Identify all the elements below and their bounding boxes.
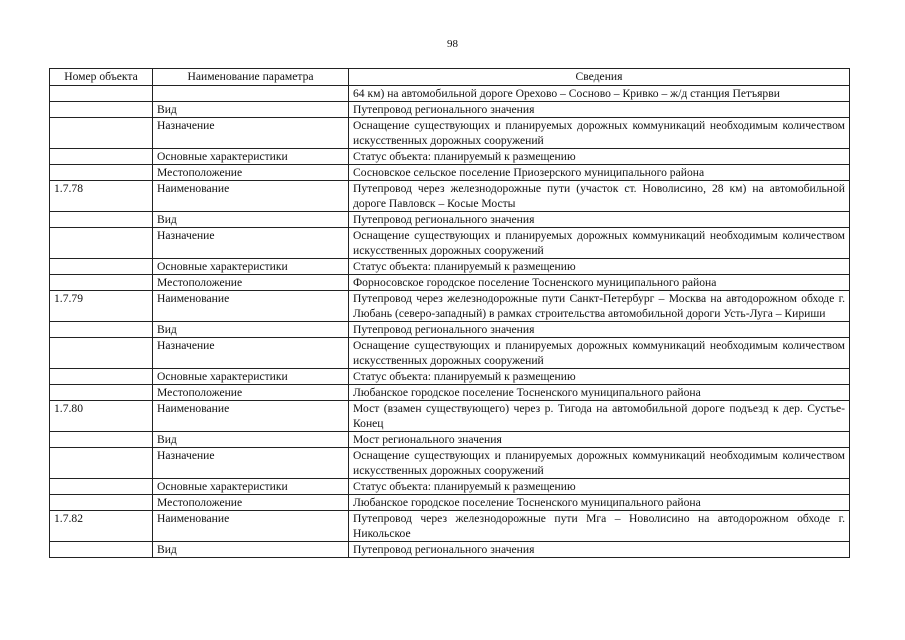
parameter-name-cell: Наименование xyxy=(153,511,349,542)
table-row xyxy=(50,369,850,385)
table-row xyxy=(50,479,850,495)
details-cell: Путепровод через железнодорожные пути Мга – Новолисино на автодорожном обходе г. Никольское xyxy=(349,511,850,542)
table-row xyxy=(50,259,850,275)
parameter-name-cell: Вид xyxy=(153,102,349,118)
table-row xyxy=(50,511,850,542)
details-cell: Любанское городское поселение Тосненского муниципального района xyxy=(349,385,850,401)
object-number-cell xyxy=(50,118,153,149)
object-number-cell xyxy=(50,102,153,118)
object-registry-table xyxy=(49,68,850,558)
table-row xyxy=(50,212,850,228)
parameter-name-cell: Наименование xyxy=(153,181,349,212)
table-row xyxy=(50,102,850,118)
details-cell: Оснащение существующих и планируемых дорожных коммуникаций необходимым количеством искусственных дорожных сооружений xyxy=(349,118,850,149)
parameter-name-cell: Основные характеристики xyxy=(153,259,349,275)
header-object-number: Номер объекта xyxy=(50,69,153,86)
parameter-name-cell: Местоположение xyxy=(153,275,349,291)
parameter-name-cell: Основные характеристики xyxy=(153,479,349,495)
parameter-name-cell: Вид xyxy=(153,432,349,448)
object-number-cell xyxy=(50,495,153,511)
object-number-cell xyxy=(50,259,153,275)
object-number-cell xyxy=(50,369,153,385)
table-row xyxy=(50,181,850,212)
details-cell: Путепровод регионального значения xyxy=(349,212,850,228)
parameter-name-cell: Местоположение xyxy=(153,165,349,181)
object-number-cell xyxy=(50,275,153,291)
table-row xyxy=(50,165,850,181)
object-number-cell xyxy=(50,165,153,181)
table-row xyxy=(50,432,850,448)
table-row xyxy=(50,448,850,479)
table-row xyxy=(50,338,850,369)
details-cell: Оснащение существующих и планируемых дорожных коммуникаций необходимым количеством искусственных дорожных сооружений xyxy=(349,448,850,479)
table-row xyxy=(50,495,850,511)
header-details: Сведения xyxy=(349,69,850,86)
details-cell: Путепровод регионального значения xyxy=(349,322,850,338)
table-row xyxy=(50,322,850,338)
parameter-name-cell: Назначение xyxy=(153,228,349,259)
header-parameter-name: Наименование параметра xyxy=(153,69,349,86)
table-row xyxy=(50,385,850,401)
object-number-cell xyxy=(50,448,153,479)
parameter-name-cell: Назначение xyxy=(153,448,349,479)
details-cell: 64 км) на автомобильной дороге Орехово – Сосново – Кривко – ж/д станция Петъярви xyxy=(349,86,850,102)
object-number-cell xyxy=(50,322,153,338)
details-cell: Оснащение существующих и планируемых дорожных коммуникаций необходимым количеством искусственных дорожных сооружений xyxy=(349,228,850,259)
details-cell: Форносовское городское поселение Тосненского муниципального района xyxy=(349,275,850,291)
table-row xyxy=(50,291,850,322)
object-number-cell xyxy=(50,385,153,401)
details-cell: Статус объекта: планируемый к размещению xyxy=(349,259,850,275)
parameter-name-cell xyxy=(153,86,349,102)
table-row xyxy=(50,401,850,432)
table-row xyxy=(50,228,850,259)
details-cell: Мост (взамен существующего) через р. Тигода на автомобильной дороге подъезд к дер. Сустье-Конец xyxy=(349,401,850,432)
table-row xyxy=(50,118,850,149)
parameter-name-cell: Местоположение xyxy=(153,495,349,511)
parameter-name-cell: Вид xyxy=(153,212,349,228)
object-number-cell: 1.7.78 xyxy=(50,181,153,212)
table-row xyxy=(50,542,850,558)
table-row xyxy=(50,86,850,102)
object-number-cell xyxy=(50,542,153,558)
parameter-name-cell: Назначение xyxy=(153,118,349,149)
details-cell: Путепровод через железнодорожные пути (участок ст. Новолисино, 28 км) на автомобильной дороге Павловск – Косые Мосты xyxy=(349,181,850,212)
page-number: 98 xyxy=(447,38,458,50)
table-header-row xyxy=(50,69,850,86)
details-cell: Статус объекта: планируемый к размещению xyxy=(349,479,850,495)
object-number-cell xyxy=(50,212,153,228)
parameter-name-cell: Вид xyxy=(153,322,349,338)
object-number-cell xyxy=(50,228,153,259)
object-number-cell xyxy=(50,338,153,369)
object-number-cell: 1.7.79 xyxy=(50,291,153,322)
details-cell: Любанское городское поселение Тосненского муниципального района xyxy=(349,495,850,511)
object-number-cell: 1.7.80 xyxy=(50,401,153,432)
object-number-cell: 1.7.82 xyxy=(50,511,153,542)
table-row xyxy=(50,275,850,291)
details-cell: Сосновское сельское поселение Приозерского муниципального района xyxy=(349,165,850,181)
parameter-name-cell: Основные характеристики xyxy=(153,369,349,385)
parameter-name-cell: Основные характеристики xyxy=(153,149,349,165)
object-number-cell xyxy=(50,432,153,448)
details-cell: Путепровод регионального значения xyxy=(349,102,850,118)
object-number-cell xyxy=(50,479,153,495)
details-cell: Статус объекта: планируемый к размещению xyxy=(349,149,850,165)
parameter-name-cell: Назначение xyxy=(153,338,349,369)
object-number-cell xyxy=(50,86,153,102)
details-cell: Мост регионального значения xyxy=(349,432,850,448)
object-number-cell xyxy=(50,149,153,165)
details-cell: Оснащение существующих и планируемых дорожных коммуникаций необходимым количеством искусственных дорожных сооружений xyxy=(349,338,850,369)
parameter-name-cell: Наименование xyxy=(153,291,349,322)
details-cell: Путепровод через железнодорожные пути Санкт-Петербург – Москва на автодорожном обходе г. Любань (северо-западный) в рамках строительства автомобильной дороги Усть-Луга – Кириши xyxy=(349,291,850,322)
details-cell: Путепровод регионального значения xyxy=(349,542,850,558)
table-row xyxy=(50,149,850,165)
parameter-name-cell: Местоположение xyxy=(153,385,349,401)
details-cell: Статус объекта: планируемый к размещению xyxy=(349,369,850,385)
parameter-name-cell: Наименование xyxy=(153,401,349,432)
parameter-name-cell: Вид xyxy=(153,542,349,558)
